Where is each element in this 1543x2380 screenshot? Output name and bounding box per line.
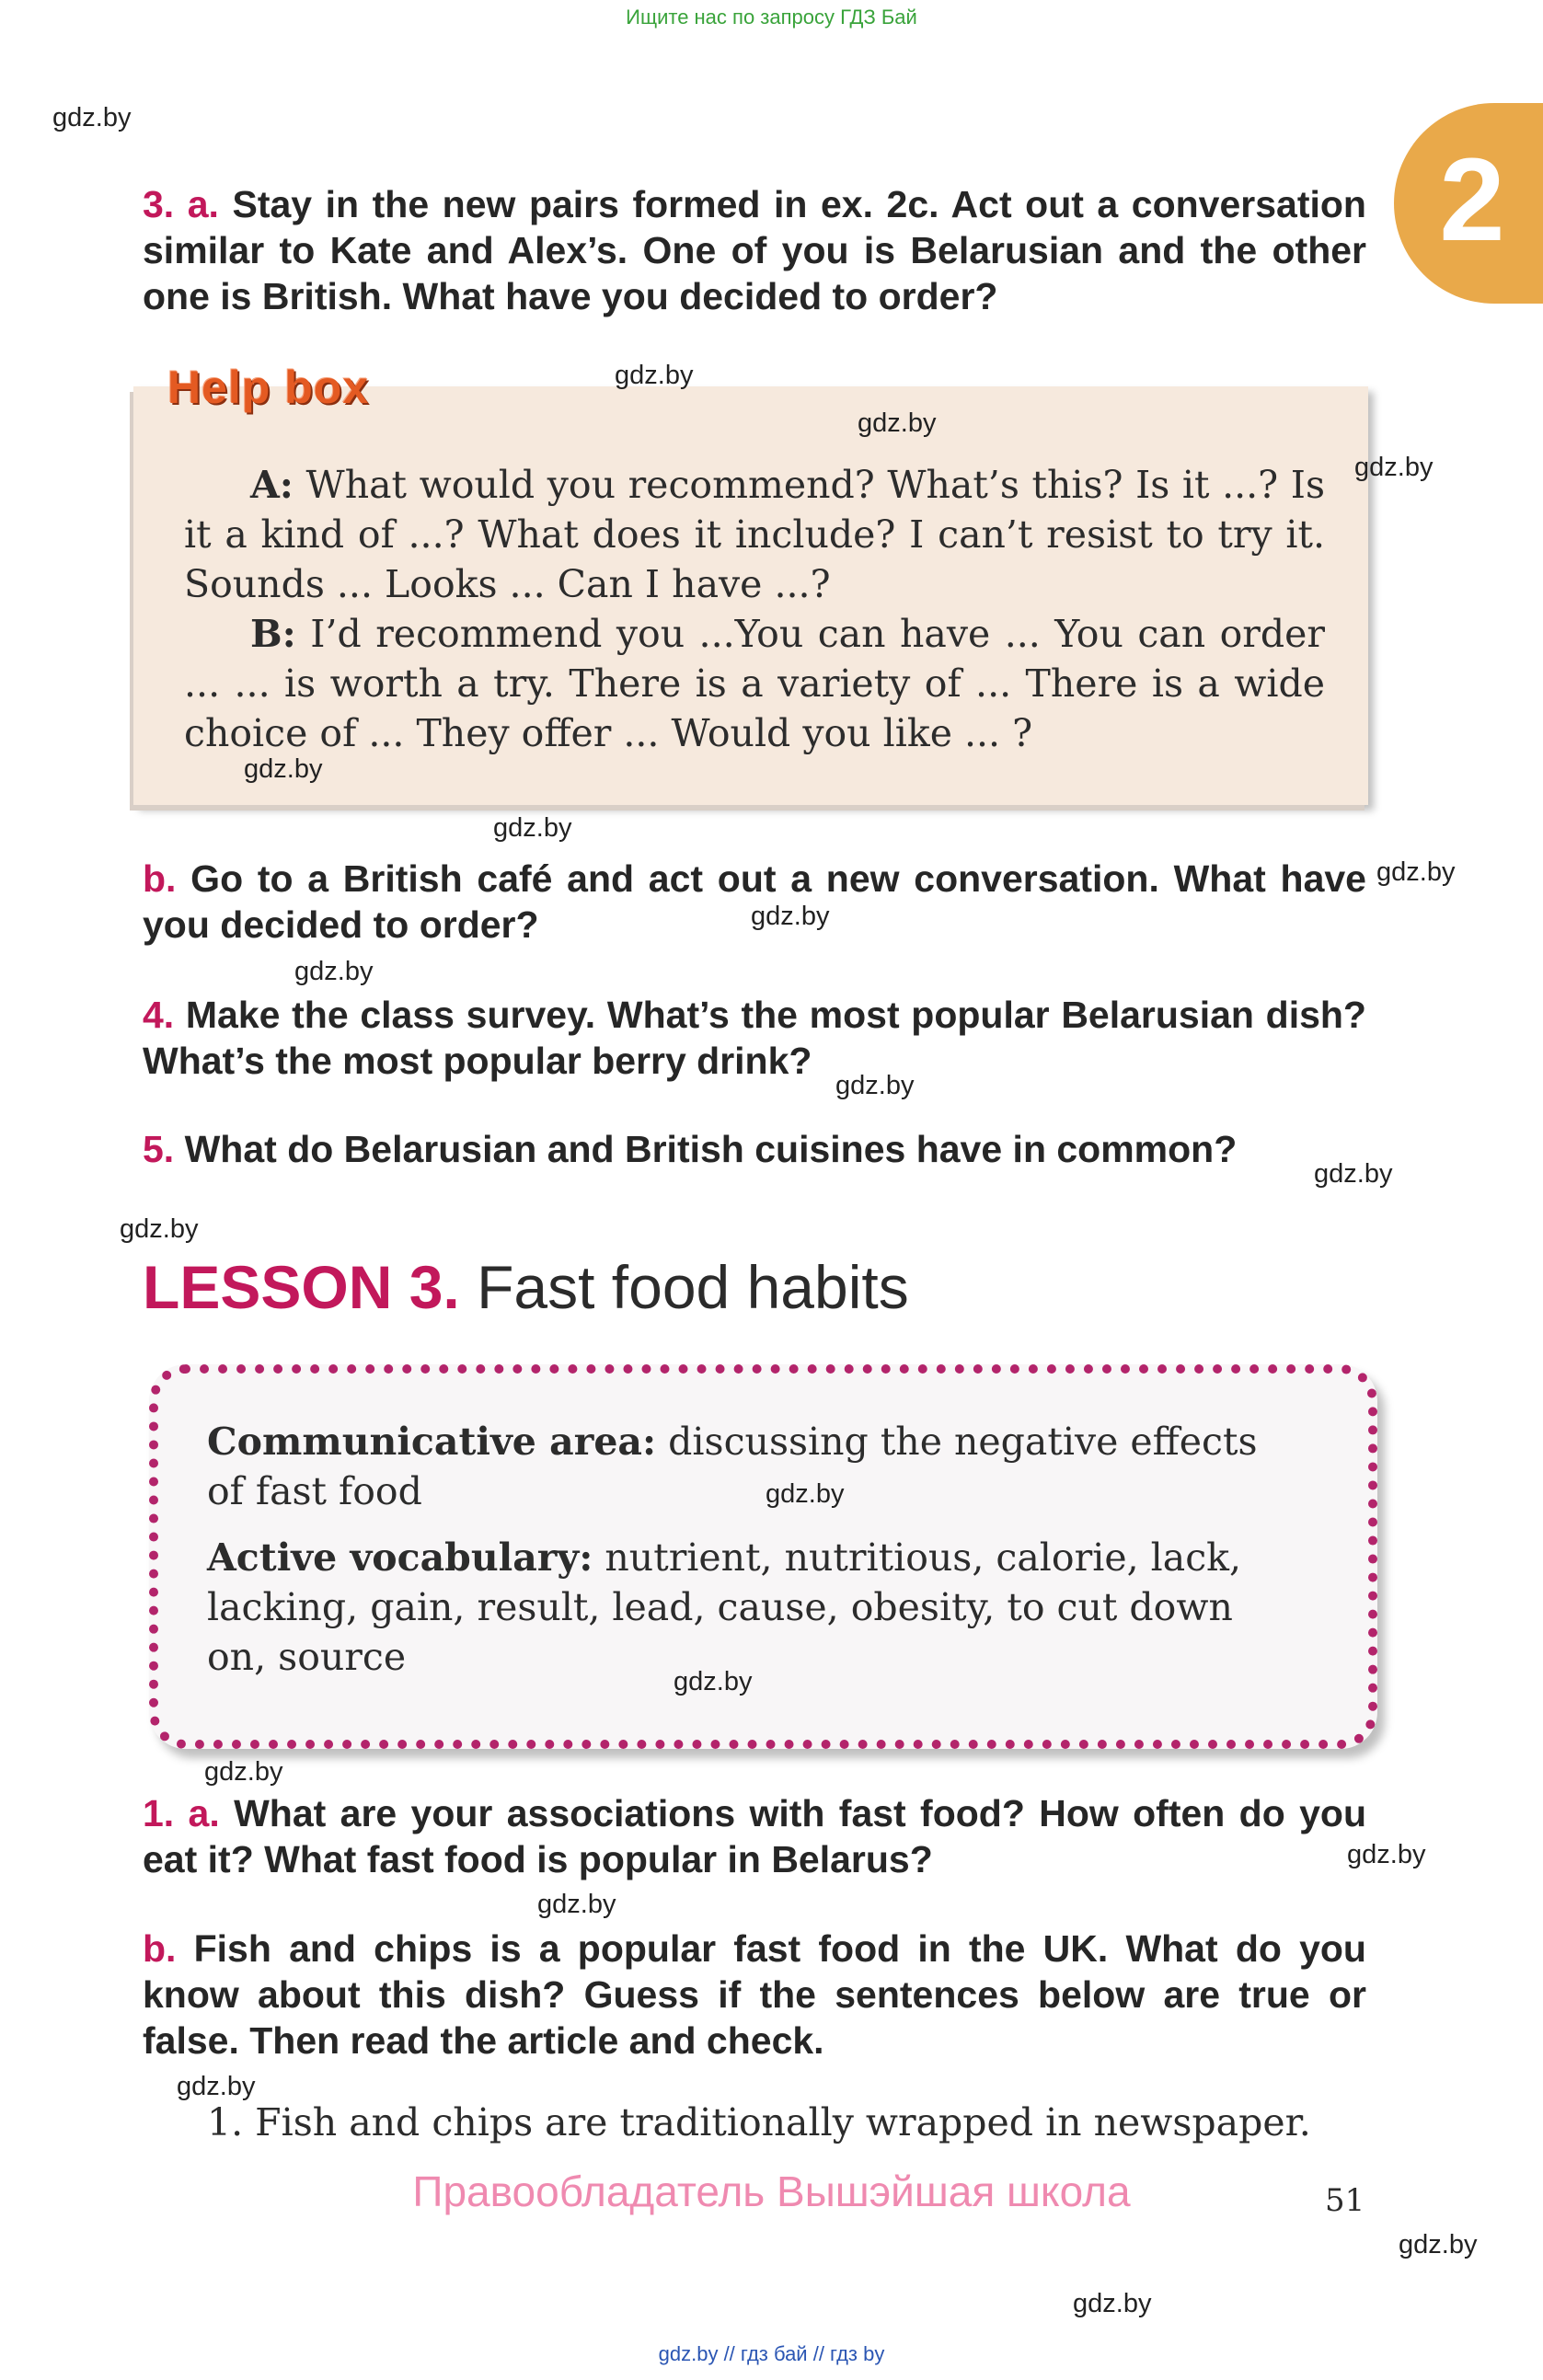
watermark: gdz.by: [751, 902, 830, 931]
active-vocabulary-label: Active vocabulary:: [207, 1535, 593, 1580]
speaker-a-label: A:: [250, 463, 294, 507]
watermark: gdz.by: [615, 361, 694, 390]
exercise-5: [143, 1126, 1366, 1172]
communicative-area-label: Communicative area:: [207, 1420, 657, 1464]
communicative-area-text: discussing the negative effects of fast food: [207, 1420, 1258, 1513]
watermark: gdz.by: [835, 1071, 915, 1100]
page-number: 51: [1325, 2182, 1365, 2219]
exercise-text: What do Belarusian and British cuisines have in common?: [184, 1128, 1238, 1170]
watermark: gdz.by: [52, 103, 132, 132]
watermark: gdz.by: [1347, 1840, 1426, 1869]
exercise-number: 4.: [143, 994, 175, 1036]
statement-text: Fish and chips are traditionally wrapped in newspaper.: [255, 2100, 1311, 2144]
exercise-number: b.: [143, 857, 177, 900]
communicative-area: [207, 1417, 1302, 1516]
statement-number: 1.: [207, 2100, 244, 2144]
exercise-4: [143, 992, 1366, 1084]
watermark: gdz.by: [1376, 857, 1456, 887]
exercise-number: 3. a.: [143, 183, 219, 225]
statement-1: [207, 2099, 1311, 2145]
active-vocabulary-text: nutrient, nutritious, calorie, lack, lacking, gain, result, lead, cause, obesity, to cut down on, source: [207, 1535, 1242, 1679]
top-banner[interactable]: Ищите нас по запросу ГДЗ Бай: [626, 6, 917, 29]
watermark: gdz.by: [1073, 2289, 1152, 2318]
watermark: gdz.by: [674, 1667, 753, 1696]
exercise-text: Fish and chips is a popular fast food in the UK. What do you know about this dish? Guess if the sentences below are true or false. Then read the article and check.: [143, 1927, 1366, 2062]
exercise-text: What are your associations with fast food? How often do you eat it? What fast food is popular in Belarus?: [143, 1792, 1366, 1880]
active-vocabulary: [207, 1533, 1302, 1682]
exercise-1a: [143, 1790, 1366, 1882]
exercise-number: b.: [143, 1927, 177, 1970]
help-box-b: [184, 609, 1325, 758]
exercise-number: 1. a.: [143, 1792, 220, 1834]
help-box-a: [184, 460, 1325, 609]
exercise-1b: [143, 1926, 1366, 2064]
watermark: gdz.by: [244, 754, 323, 784]
speaker-b-label: B:: [250, 612, 296, 656]
speaker-a-text: What would you recommend? What’s this? Is it ...? Is it a kind of ...? What does it include? I can’t resist to try it. Sounds ... Looks ... Can I have ...?: [184, 463, 1325, 606]
lesson-heading: [143, 1251, 909, 1323]
watermark: gdz.by: [766, 1479, 845, 1509]
lesson-title: Fast food habits: [477, 1253, 909, 1321]
watermark: gdz.by: [1354, 453, 1434, 482]
exercise-3a: [143, 181, 1366, 319]
help-box-title: Help box: [167, 362, 370, 413]
exercise-text: Go to a British café and act out a new conversation. What have you decided to order?: [143, 857, 1366, 946]
watermark: gdz.by: [294, 957, 374, 986]
watermark: gdz.by: [177, 2072, 256, 2101]
watermark: gdz.by: [1399, 2230, 1478, 2259]
speaker-b-text: I’d recommend you ...You can have ... You can order ... ... is worth a try. There is a variety of ... There is a wide choice of ... They offer ... Would you like ... ?: [184, 612, 1325, 755]
watermark: gdz.by: [204, 1757, 283, 1787]
chapter-number: 2: [1439, 134, 1505, 266]
exercise-number: 5.: [143, 1128, 175, 1170]
exercise-text: Make the class survey. What’s the most popular Belarusian dish? What’s the most popular berry drink?: [143, 994, 1366, 1082]
lesson-label: LESSON 3.: [143, 1253, 460, 1321]
watermark: gdz.by: [1314, 1159, 1393, 1189]
bottom-links[interactable]: gdz.by // гдз бай // гдз by: [658, 2342, 885, 2365]
footer-copyright: Правообладатель Вышэйшая школа: [412, 2167, 1131, 2215]
watermark: gdz.by: [120, 1214, 199, 1244]
watermark: gdz.by: [858, 408, 937, 438]
watermark: gdz.by: [493, 813, 572, 843]
exercise-text: Stay in the new pairs formed in ex. 2c. Act out a conversation similar to Kate and Alex’s. One of you is Belarusian and the other one is British. What have you decided to order?: [143, 183, 1366, 317]
watermark: gdz.by: [537, 1890, 616, 1919]
